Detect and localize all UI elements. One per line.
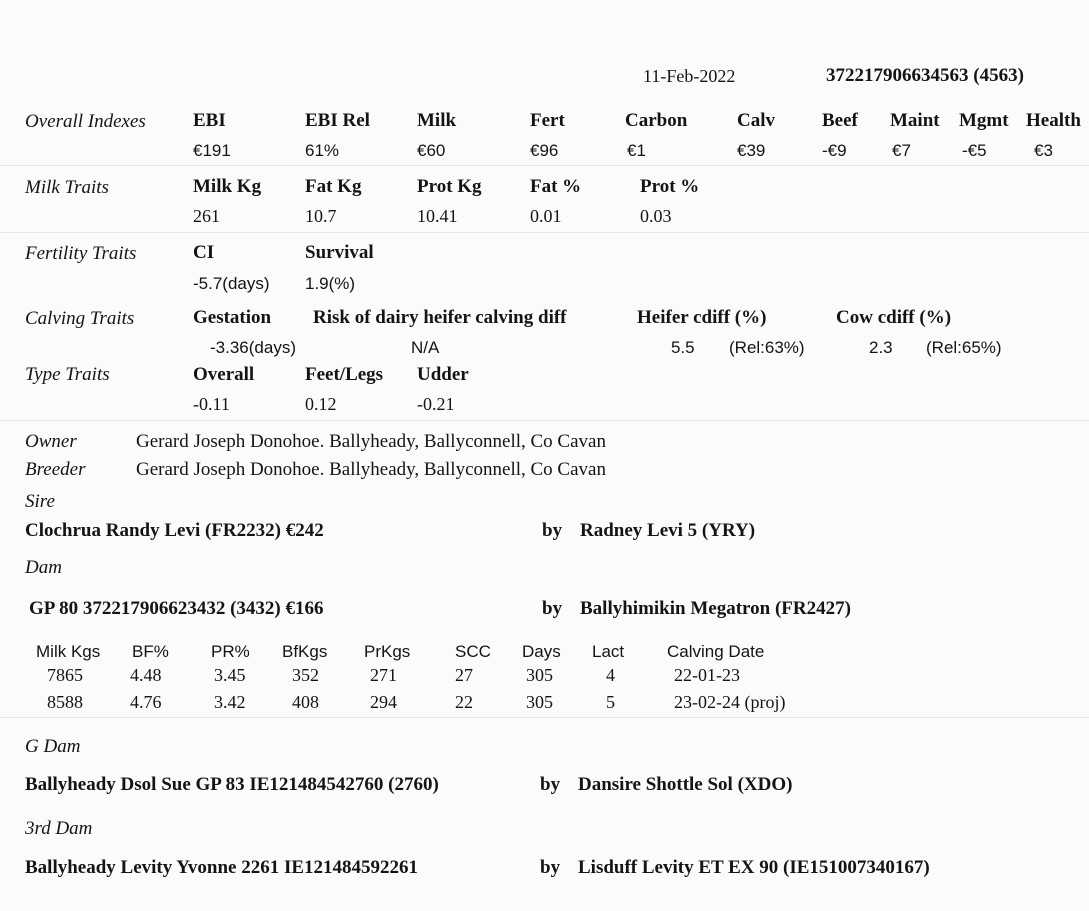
table-header: Days	[522, 642, 561, 661]
col-value: €191	[193, 141, 231, 160]
col-value: 10.41	[417, 206, 458, 226]
scan-line	[0, 420, 1089, 421]
report-date: 11-Feb-2022	[643, 66, 736, 86]
section-label-calving-traits: Calving Traits	[25, 308, 135, 329]
col-header: Maint	[890, 110, 940, 131]
col-value: €60	[417, 141, 446, 160]
table-cell: 294	[370, 692, 397, 712]
table-header: SCC	[455, 642, 491, 661]
dam-by-name: Ballyhimikin Megatron (FR2427)	[580, 598, 851, 619]
col-value: -0.11	[193, 394, 230, 414]
col-header: Fat %	[530, 176, 582, 197]
col-header: Heifer cdiff (%)	[637, 307, 767, 328]
col-header: Fert	[530, 110, 565, 131]
col-header: Mgmt	[959, 110, 1009, 131]
col-header: EBI Rel	[305, 110, 370, 131]
col-header: Milk	[417, 110, 457, 131]
scan-line	[0, 165, 1089, 166]
col-value: 0.01	[530, 206, 562, 226]
col-header: Feet/Legs	[305, 364, 384, 385]
col-value: 61%	[305, 141, 340, 160]
col-value: €1	[627, 141, 646, 160]
col-header: EBI	[193, 110, 226, 131]
col-header: Beef	[822, 110, 858, 131]
col-value: (Rel:65%)	[926, 338, 1002, 357]
col-value: 2.3	[869, 338, 893, 357]
col-value: 0.12	[305, 394, 337, 414]
col-header: Prot %	[640, 176, 700, 197]
g-dam-by: by	[540, 774, 561, 795]
col-header: Prot Kg	[417, 176, 482, 197]
col-value: 261	[193, 206, 220, 226]
third-dam-label: 3rd Dam	[25, 818, 93, 839]
table-cell: 4.48	[130, 665, 162, 685]
table-cell: 22	[455, 692, 473, 712]
col-value: €39	[737, 141, 766, 160]
col-header: Cow cdiff (%)	[836, 307, 952, 328]
col-header: Survival	[305, 242, 374, 263]
dam-name: GP 80 372217906623432 (3432) €166	[29, 598, 324, 619]
section-label-fertility-traits: Fertility Traits	[25, 243, 137, 264]
section-label-milk-traits: Milk Traits	[25, 177, 109, 198]
table-header: BF%	[132, 642, 169, 661]
table-header: PR%	[211, 642, 250, 661]
col-value: -5.7(days)	[193, 274, 270, 293]
animal-id: 372217906634563 (4563)	[826, 65, 1024, 86]
col-value: 1.9(%)	[305, 274, 356, 293]
sire-label: Sire	[25, 491, 55, 512]
table-cell: 352	[292, 665, 319, 685]
owner-value: Gerard Joseph Donohoe. Ballyheady, Ballyconnell, Co Cavan	[136, 431, 606, 452]
table-header: BfKgs	[282, 642, 328, 661]
col-value: €3	[1034, 141, 1053, 160]
third-dam-by-name: Lisduff Levity ET EX 90 (IE151007340167)	[578, 857, 930, 878]
table-cell: 305	[526, 665, 553, 685]
col-header: Calv	[737, 110, 775, 131]
table-cell: 22-01-23	[674, 665, 740, 685]
dam-by: by	[542, 598, 563, 619]
table-header: PrKgs	[364, 642, 411, 661]
table-cell: 4.76	[130, 692, 162, 712]
col-value: (Rel:63%)	[729, 338, 805, 357]
dam-label: Dam	[25, 557, 62, 578]
section-label-type-traits: Type Traits	[25, 364, 110, 385]
breeder-value: Gerard Joseph Donohoe. Ballyheady, Ballyconnell, Co Cavan	[136, 459, 606, 480]
col-value: -3.36(days)	[210, 338, 296, 357]
col-value: €96	[530, 141, 559, 160]
table-header: Calving Date	[667, 642, 765, 661]
table-cell: 23-02-24 (proj)	[674, 692, 786, 712]
table-header: Lact	[592, 642, 625, 661]
col-value: 10.7	[305, 206, 337, 226]
sire-by-name: Radney Levi 5 (YRY)	[580, 520, 756, 541]
col-value: -€9	[822, 141, 847, 160]
col-value: 0.03	[640, 206, 672, 226]
g-dam-by-name: Dansire Shottle Sol (XDO)	[578, 774, 793, 795]
table-cell: 3.45	[214, 665, 246, 685]
third-dam-by: by	[540, 857, 561, 878]
table-cell: 3.42	[214, 692, 246, 712]
col-value: €7	[892, 141, 911, 160]
table-cell: 27	[455, 665, 473, 685]
col-header: Gestation	[193, 307, 272, 328]
col-value: N/A	[411, 338, 440, 357]
breeder-label: Breeder	[25, 459, 86, 480]
owner-label: Owner	[25, 431, 77, 452]
table-cell: 4	[606, 665, 615, 685]
table-cell: 7865	[47, 665, 83, 685]
col-header: Overall	[193, 364, 255, 385]
col-header: Udder	[417, 364, 469, 385]
sire-name: Clochrua Randy Levi (FR2232) €242	[25, 520, 324, 541]
table-cell: 305	[526, 692, 553, 712]
sire-by: by	[542, 520, 563, 541]
table-cell: 408	[292, 692, 319, 712]
col-header: Carbon	[625, 110, 688, 131]
col-value: -€5	[962, 141, 987, 160]
col-header: Risk of dairy heifer calving diff	[313, 307, 567, 328]
col-header: Health	[1026, 110, 1081, 131]
g-dam-name: Ballyheady Dsol Sue GP 83 IE121484542760 (2760)	[25, 774, 439, 795]
third-dam-name: Ballyheady Levity Yvonne 2261 IE121484592261	[25, 857, 419, 878]
col-value: 5.5	[671, 338, 695, 357]
table-cell: 271	[370, 665, 397, 685]
col-header: Milk Kg	[193, 176, 262, 197]
g-dam-label: G Dam	[25, 736, 81, 757]
col-header: CI	[193, 242, 215, 263]
col-value: -0.21	[417, 394, 455, 414]
table-cell: 5	[606, 692, 615, 712]
scan-line	[0, 717, 1089, 718]
table-header: Milk Kgs	[36, 642, 101, 661]
scan-line	[0, 232, 1089, 233]
table-cell: 8588	[47, 692, 83, 712]
col-header: Fat Kg	[305, 176, 362, 197]
section-label-overall-indexes: Overall Indexes	[25, 111, 146, 132]
